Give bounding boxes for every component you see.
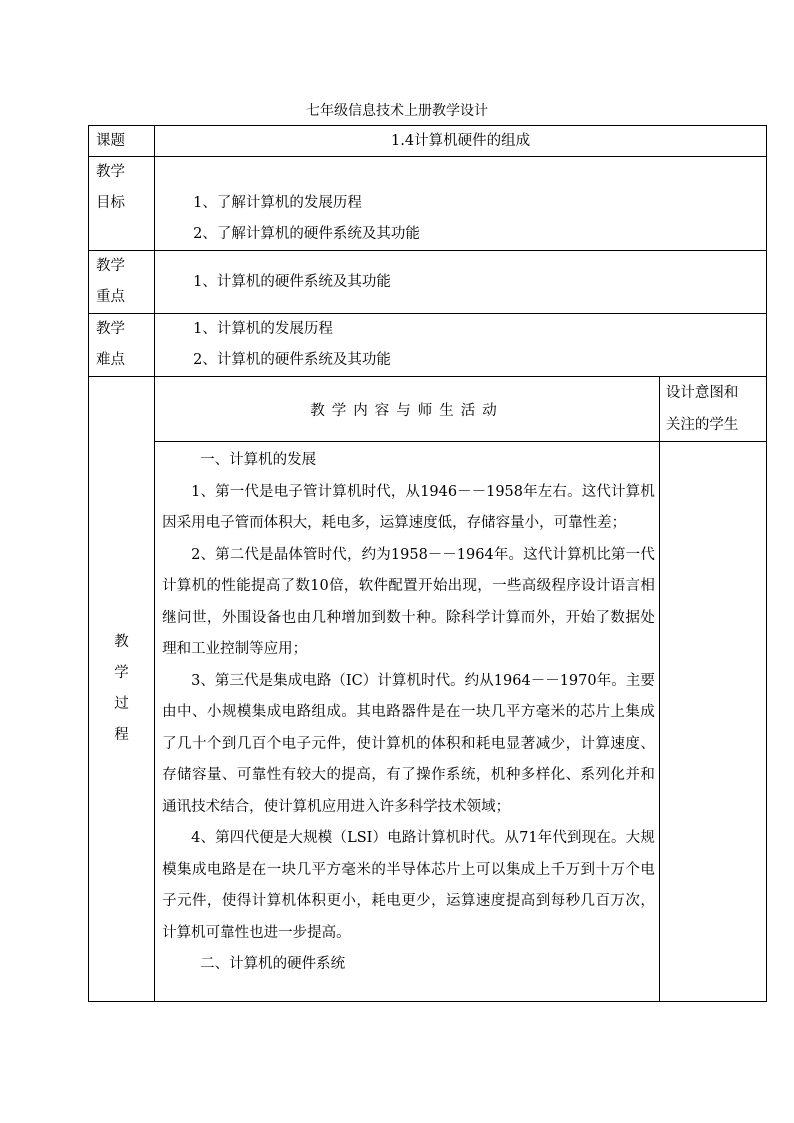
key-points-row [89,251,767,314]
difficulties-label-line1: 教学 [96,321,125,337]
process-content [155,442,660,1002]
difficulty-item: 2、计算机的硬件系统及其功能 [193,352,391,368]
objectives-label-line2: 目标 [96,195,125,211]
difficulties-label [89,314,155,377]
paragraph: 3、第三代是集成电路（IC）计算机时代。约从1964－－1970年。主要由中、小规模集成电路组成。其电路器件是在一块几平方毫米的芯片上集成了几十个到几百个电子元件，使计算机的体积和耗电显著减少，计算速度、存储容量、可靠性有较大的提高，有了操作系统，机种多样化、系列化并和通讯技术结合，使计算机应用进入许多科学技术领域； [162,672,655,815]
objectives-content [155,157,767,251]
objective-item: 1、了解计算机的发展历程 [193,195,362,211]
paragraph: 1、第一代是电子管计算机时代，从1946－－1958年左右。这代计算机因采用电子管而体积大，耗电多，运算速度低，存储容量小，可靠性差； [162,483,655,531]
difficulties-label-line2: 难点 [96,352,125,368]
document-title: 七年级信息技术上册教学设计 [306,103,488,119]
objectives-row [89,157,767,251]
topic-label: 课题 [89,126,155,157]
process-body-row [89,442,767,1002]
topic-value: 1.4计算机硬件的组成 [155,126,767,157]
paragraph: 2、第二代是晶体管时代，约为1958－－1964年。这代计算机比第一代计算机的性能提高了数10倍，软件配置开始出现，一些高级程序设计语言相继问世，外围设备也由几种增加到数十种。除科学计算而外，开始了数据处理和工业控制等应用； [162,546,655,657]
difficulty-item: 1、计算机的发展历程 [193,321,333,337]
process-label-char: 教 [114,634,129,650]
key-points-content [155,251,767,314]
objectives-label [89,157,155,251]
difficulties-row [89,314,767,377]
key-points-label [89,251,155,314]
key-points-label-line1: 教学 [96,258,125,274]
section-heading: 一、计算机的发展 [200,452,317,468]
process-label-char: 过 [114,696,129,712]
objectives-label-line1: 教学 [96,164,125,180]
section-heading: 二、计算机的硬件系统 [200,956,346,972]
process-label-char: 学 [114,665,129,681]
notes-column-body [659,442,766,1002]
process-label-char: 程 [114,727,129,743]
topic-row [89,126,767,157]
notes-header-line2: 关注的学生 [665,417,739,433]
content-column-header: 教学内容与师生活动 [155,377,660,442]
paragraph: 4、第四代便是大规模（LSI）电路计算机时代。从71年代到现在。大规模集成电路是在一块几平方毫米的半导体芯片上可以集成上千万到十万个电子元件，使得计算机体积更小，耗电更少，运算速度提高到每秒几百万次，计算机可靠性也进一步提高。 [162,830,655,941]
notes-header-line1: 设计意图和 [665,385,739,401]
key-points-label-line2: 重点 [96,289,125,305]
lesson-plan-table [88,125,767,1002]
objective-item: 2、了解计算机的硬件系统及其功能 [193,226,420,242]
key-point-item: 1、计算机的硬件系统及其功能 [193,273,391,290]
process-label [89,377,155,1002]
difficulties-content [155,314,767,377]
notes-column-header [659,377,766,442]
process-header-row [89,377,767,442]
